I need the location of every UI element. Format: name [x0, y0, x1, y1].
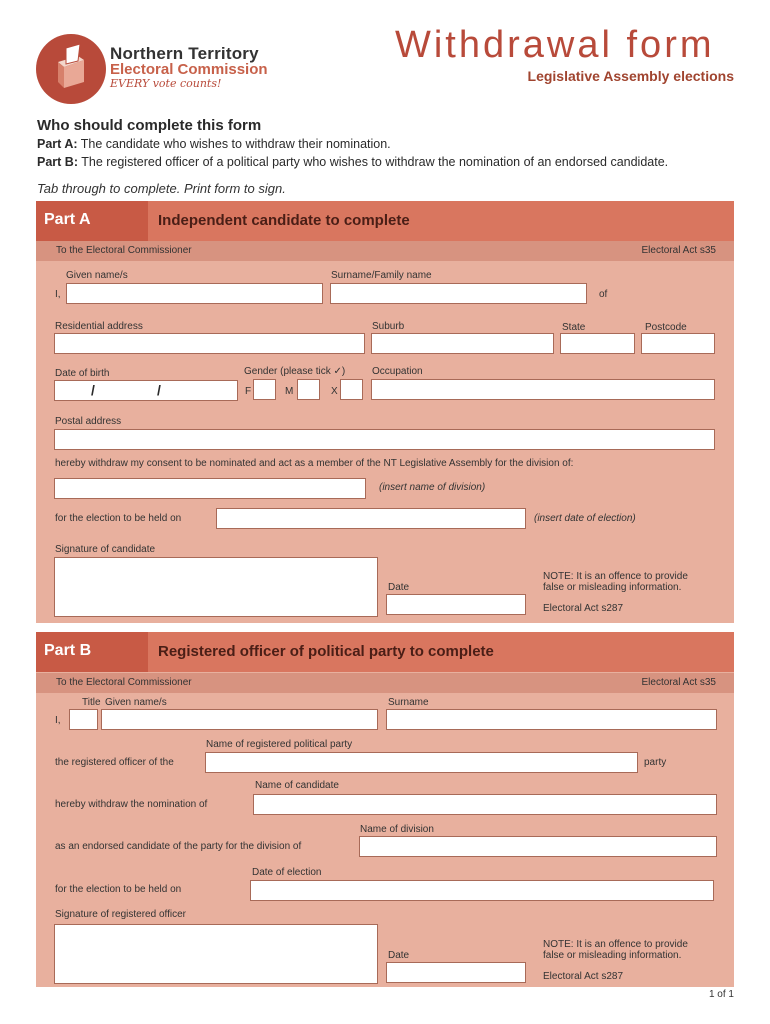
surname-input[interactable]: [330, 283, 587, 304]
i-label: I,: [55, 289, 61, 300]
act-reference: Electoral Act s35: [641, 677, 716, 688]
act-reference-2: Electoral Act s287: [543, 971, 624, 982]
postal-address-input[interactable]: [54, 429, 715, 450]
signature-date-input[interactable]: [386, 594, 526, 615]
given-names-input[interactable]: [101, 709, 378, 730]
signature-date-input[interactable]: [386, 962, 526, 983]
part-b-title: Registered officer of political party to complete: [158, 643, 494, 660]
signature-label: Signature of candidate: [55, 544, 156, 555]
tagline: EVERY vote counts!: [110, 77, 222, 90]
postal-address-label: Postal address: [55, 416, 122, 427]
signature-box[interactable]: [54, 924, 378, 984]
division-input[interactable]: [54, 478, 366, 499]
state-input[interactable]: [560, 333, 635, 354]
party-name-label: Name of registered political party: [206, 739, 353, 750]
org-name-line2: Electoral Commission: [110, 61, 268, 78]
registered-officer-text: the registered officer of the: [55, 757, 174, 768]
intro-heading: Who should complete this form: [37, 117, 262, 134]
page-subtitle: Legislative Assembly elections: [527, 68, 734, 84]
dob-slash-2: /: [157, 382, 161, 398]
election-date-input[interactable]: [250, 880, 714, 901]
gender-f-checkbox[interactable]: [253, 379, 276, 400]
surname-input[interactable]: [386, 709, 717, 730]
gender-label: Gender (please tick ✓): [244, 366, 346, 377]
gender-x-checkbox[interactable]: [340, 379, 363, 400]
part-b-label: Part B: [36, 632, 148, 672]
part-a-label: Part A: [36, 201, 148, 241]
election-date-input[interactable]: [216, 508, 526, 529]
given-names-label: Given name/s: [105, 697, 167, 708]
candidate-name-input[interactable]: [253, 794, 717, 815]
surname-label: Surname: [388, 697, 429, 708]
given-names-label: Given name/s: [66, 270, 128, 281]
offence-note: NOTE: It is an offence to provide false or misleading information.: [543, 939, 688, 961]
state-label: State: [562, 322, 586, 333]
party-label: party: [644, 757, 667, 768]
gender-m-label: M: [285, 386, 294, 397]
postcode-label: Postcode: [645, 322, 687, 333]
party-name-input[interactable]: [205, 752, 638, 773]
candidate-name-label: Name of candidate: [255, 780, 339, 791]
gender-m-checkbox[interactable]: [297, 379, 320, 400]
dob-slash-1: /: [91, 382, 95, 398]
withdraw-nomination-text: hereby withdraw the nomination of: [55, 799, 208, 810]
election-date-label: Date of election: [252, 867, 322, 878]
intro-part-b: Part B: The registered officer of a political party who wishes to withdraw the nomination of an endorsed candidate.: [37, 155, 669, 169]
page-number: 1 of 1: [708, 989, 734, 1000]
date-hint: (insert date of election): [534, 513, 636, 524]
endorsed-division-text: as an endorsed candidate of the party for the division of: [55, 841, 302, 852]
suburb-input[interactable]: [371, 333, 554, 354]
addressee: To the Electoral Commissioner: [56, 677, 192, 688]
gender-x-label: X: [331, 386, 338, 397]
ballot-box-icon: [36, 34, 106, 104]
signature-box[interactable]: [54, 557, 378, 617]
division-name-input[interactable]: [359, 836, 717, 857]
division-name-label: Name of division: [360, 824, 434, 835]
election-held-label: for the election to be held on: [55, 884, 182, 895]
act-reference: Electoral Act s35: [641, 245, 716, 256]
given-names-input[interactable]: [66, 283, 323, 304]
i-label: I,: [55, 715, 61, 726]
occupation-input[interactable]: [371, 379, 715, 400]
postcode-input[interactable]: [641, 333, 715, 354]
signature-label: Signature of registered officer: [55, 909, 187, 920]
intro-part-a: Part A: The candidate who wishes to withdraw their nomination.: [37, 137, 391, 151]
part-b-subheader: [36, 673, 734, 693]
title-label: Title: [82, 697, 101, 708]
dob-input[interactable]: [54, 380, 238, 401]
division-hint: (insert name of division): [379, 482, 486, 493]
withdraw-consent-text: hereby withdraw my consent to be nominated and act as a member of the NT Legislative Assembly for the division of:: [55, 458, 574, 469]
date-label: Date: [388, 950, 410, 961]
act-reference-2: Electoral Act s287: [543, 603, 624, 614]
part-a-title: Independent candidate to complete: [158, 212, 410, 229]
residential-address-label: Residential address: [55, 321, 143, 332]
gender-f-label: F: [245, 386, 252, 397]
part-a-subheader: [36, 241, 734, 261]
addressee: To the Electoral Commissioner: [56, 245, 192, 256]
page-title: Withdrawal form: [395, 24, 715, 66]
logo-emblem: [36, 34, 106, 104]
org-name-line1: Northern Territory: [110, 44, 259, 63]
surname-label: Surname/Family name: [331, 270, 432, 281]
suburb-label: Suburb: [372, 321, 405, 332]
title-input[interactable]: [69, 709, 98, 730]
election-held-label: for the election to be held on: [55, 513, 182, 524]
of-label: of: [599, 289, 608, 300]
occupation-label: Occupation: [372, 366, 423, 377]
offence-note: NOTE: It is an offence to provide false or misleading information.: [543, 571, 688, 593]
date-label: Date: [388, 582, 410, 593]
dob-label: Date of birth: [55, 368, 110, 379]
residential-address-input[interactable]: [54, 333, 365, 354]
instruction-text: Tab through to complete. Print form to sign.: [37, 181, 286, 196]
